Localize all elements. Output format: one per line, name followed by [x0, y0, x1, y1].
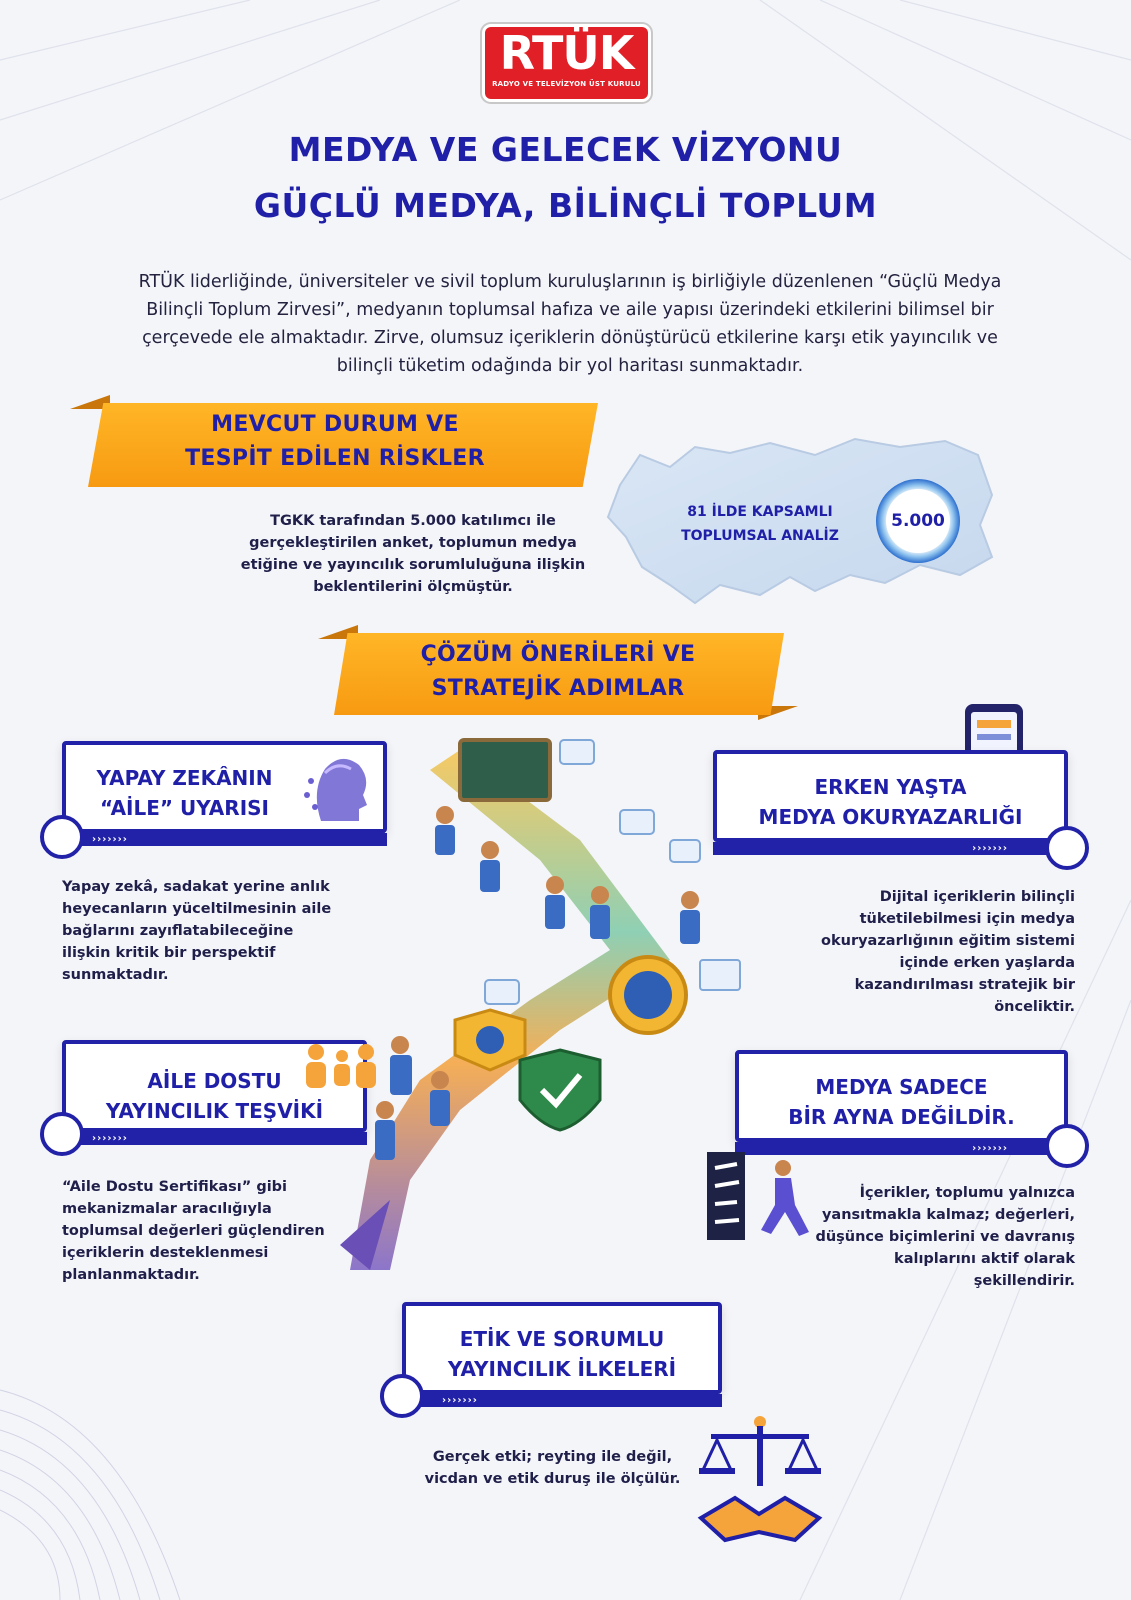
- card-mirror-title-line2: BİR AYNA DEĞİLDİR.: [788, 1105, 1015, 1129]
- section-solutions-title-line1: ÇÖZÜM ÖNERİLERİ VE: [420, 642, 696, 667]
- card-literacy-bar: [713, 842, 1068, 855]
- survey-text: TGKK tarafından 5.000 katılımcı ile gerçekleştirilen anket, toplumun medya etiğine ve yayıncılık sorumluluğuna ilişkin beklentilerini ölçmüştür.: [240, 513, 586, 595]
- family-icon: [300, 1042, 384, 1092]
- card-mirror-arrows: ›››››››: [972, 1143, 1008, 1154]
- section-solutions-banner: [318, 625, 798, 720]
- card-ethics-title-line1: ETİK VE SORUMLU: [459, 1327, 665, 1351]
- card-media-mirror: [735, 1050, 1068, 1142]
- card-mirror-text: İçerikler, toplumu yalnızca yansıtmakla kalmaz; değerleri, düşünce biçimlerini ve davranış kalıplarını aktif olarak şekillendirir.: [815, 1185, 1075, 1289]
- card-ai-arrows: ›››››››: [92, 834, 128, 845]
- card-ethics-arrows: ›››››››: [442, 1395, 478, 1406]
- card-ai-warning: [62, 741, 387, 833]
- map-label-line2: TOPLUMSAL ANALİZ: [681, 528, 839, 544]
- card-ethics-text: Gerçek etki; reyting ile değil, vicdan ve etik duruş ile ölçülür.: [424, 1449, 681, 1487]
- card-literacy-text: Dijital içeriklerin bilinçli tüketilebilmesi için medya okuryazarlığının eğitim sistemi içinde erken yaşlarda kazandırılması stratejik bir önceliktir.: [821, 889, 1075, 1015]
- chalkboard-icon: [460, 740, 550, 800]
- section-solutions-title-line2: STRATEJİK ADIMLAR: [431, 676, 685, 701]
- card-literacy-title-line1: ERKEN YAŞTA: [814, 775, 967, 799]
- card-family-arrows: ›››››››: [92, 1133, 128, 1144]
- card-literacy-circle: [1045, 826, 1089, 870]
- card-ai-title-line1: YAPAY ZEKÂNIN: [96, 766, 273, 790]
- card-ai-circle: [40, 815, 84, 859]
- card-ai-text: Yapay zekâ, sadakat yerine anlık heyecanların yüceltilmesinin aile bağlarını zayıflatabileceğine ilişkin kritik bir perspektif sunmaktadır.: [62, 879, 332, 983]
- card-ethics-bar: [402, 1394, 722, 1407]
- card-literacy-title-line2: MEDYA OKURYAZARLIĞI: [758, 805, 1023, 829]
- scales-handshake-icon: [695, 1410, 825, 1550]
- section-risks-banner: [70, 395, 600, 485]
- page-title-line2: GÜÇLÜ MEDYA, BİLİNÇLİ TOPLUM: [253, 186, 878, 225]
- rtuk-logo: [485, 27, 648, 99]
- card-ethics-circle: [380, 1374, 424, 1418]
- card-ethics-title-line2: YAYINCILIK İLKELERİ: [447, 1357, 677, 1381]
- participants-count: 5.000: [891, 511, 945, 531]
- map-label: [650, 500, 870, 548]
- card-mirror-circle: [1045, 1124, 1089, 1168]
- card-literacy-arrows: ›››››››: [972, 843, 1008, 854]
- section-risks-title-line1: MEVCUT DURUM VE: [211, 412, 459, 437]
- card-family-circle: [40, 1112, 84, 1156]
- card-family-title-line1: AİLE DOSTU: [147, 1069, 282, 1093]
- card-family-title-line2: YAYINCILIK TEŞVİKİ: [105, 1099, 324, 1123]
- intro-paragraph: RTÜK liderliğinde, üniversiteler ve sivil toplum kuruluşlarının iş birliğiyle düzenlenen “Güçlü Medya Bilinçli Toplum Zirvesi”, medyanın toplumsal hafıza ve aile yapısı üzerindeki etkilerini bilimsel bir çerçevede ele almaktadır. Zirve, olumsuz içeriklerin dönüştürücü etkilerine karşı etik yayıncılık ve bilinçli tüketim odağında bir yol haritası sunmaktadır.: [138, 272, 1002, 376]
- section-risks-title-line2: TESPİT EDİLEN RİSKLER: [185, 446, 485, 471]
- logo-subtitle: RADYO VE TELEVİZYON ÜST KURULU: [492, 80, 641, 88]
- card-ai-bar: [62, 833, 387, 846]
- card-family-bar: [62, 1132, 367, 1145]
- card-ethics-principles: [402, 1302, 722, 1394]
- card-mirror-title-line1: MEDYA SADECE: [815, 1075, 988, 1099]
- card-media-literacy: [713, 750, 1068, 842]
- page-title-line1: MEDYA VE GELECEK VİZYONU: [288, 130, 843, 169]
- logo-wordmark: RTÜK: [499, 26, 634, 80]
- map-label-line1: 81 İLDE KAPSAMLI: [687, 504, 833, 520]
- card-ai-title-line2: “AİLE” UYARISI: [100, 796, 269, 820]
- ai-head-icon: [301, 751, 373, 829]
- shield-check-icon: [520, 1050, 600, 1130]
- card-family-text: “Aile Dostu Sertifikası” gibi mekanizmalar aracılığıyla toplumsal değerleri güçlendiren içeriklerin desteklenmesi planlanmaktadır.: [62, 1179, 325, 1283]
